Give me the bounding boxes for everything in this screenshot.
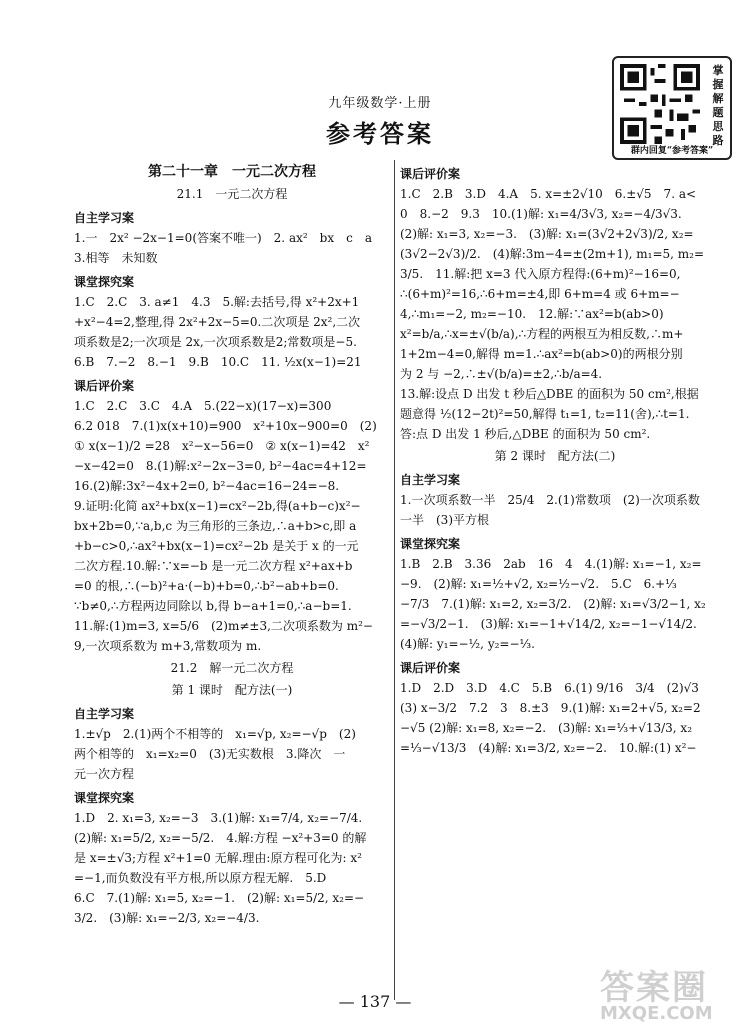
answer-line: 1+2m−4=0,解得 m=1.∴ax²=b(ab>0)的两根分别 — [400, 347, 683, 361]
answer-line: ∴(6+m)²=16,∴6+m=±4,即 6+m=4 或 6+m=− — [400, 287, 680, 301]
subsection-heading: 课堂探究案 — [74, 275, 135, 289]
answer-line: (2)解: x₁=5/2, x₂=−5/2. 4.解:方程 −x²+3=0 的解 — [74, 831, 367, 845]
answer-line: 一半 (3)平方根 — [400, 513, 489, 527]
answer-line: bx+2b=0,∵a,b,c 为三角形的三条边,∴a+b>c,即 a — [74, 519, 357, 533]
answer-line: +b−c>0,∴ax²+bx(x−1)=cx²−2b 是关于 x 的一元 — [74, 539, 359, 553]
page-number: — 137 — — [338, 992, 412, 1011]
answer-line: x²=b/a,∴x=±√(b/a),∴方程的两根互为相反数,∴m+ — [400, 327, 684, 341]
answer-line: 元一次方程 — [74, 767, 135, 781]
answer-line: 3/2. (3)解: x₁=−2/3, x₂=−4/3. — [74, 911, 260, 925]
answer-line: 为 2 与 −2,∴±√(b/a)=±2,∴b/a=4. — [400, 367, 603, 381]
answer-line: 4,∴m₁=−2, m₂=−10. 12.解:∵ax²=b(ab>0) — [400, 307, 664, 321]
subsection-heading: 课后评价案 — [74, 379, 135, 393]
answer-line: 是 x=±√3;方程 x²+1=0 无解.理由:原方程可化为: x² — [74, 851, 362, 865]
subsection-heading: 自主学习案 — [74, 211, 135, 225]
answer-line: 答:点 D 出发 1 秒后,△DBE 的面积为 50 cm². — [400, 427, 651, 441]
answer-line: 9,一次项系数为 m+3,常数项为 m. — [74, 639, 262, 653]
chapter-title: 第二十一章 一元二次方程 — [148, 164, 316, 180]
answer-line: 题意得 ½(12−2t)²=50,解得 t₁=1, t₂=11(舍),∴t=1. — [400, 407, 690, 421]
answer-line: 1.B 2.B 3.36 2ab 16 4 4.(1)解: x₁=−1, x₂= — [400, 557, 702, 571]
answer-line: ∵b≠0,∴方程两边同除以 b,得 b−a+1=0,∴a−b=1. — [74, 599, 352, 613]
answer-line: 11.解:(1)m=3, x=5/6 (2)m≠±3,二次项系数为 m²− — [74, 619, 373, 633]
subsection-heading: 课堂探究案 — [74, 791, 135, 805]
answer-line: 1.±√p 2.(1)两个不相等的 x₁=√p, x₂=−√p (2) — [74, 727, 356, 741]
subsection-heading: 自主学习案 — [400, 473, 461, 487]
right-column — [400, 160, 710, 758]
answer-line: 16.(2)解:3x²−4x+2=0, b²−4ac=16−24=−8. — [74, 479, 340, 493]
answer-line: =0 的根,∴(−b)²+a·(−b)+b=0,∴b²−ab+b=0. — [74, 579, 339, 593]
answer-line: =−√3/2−1. (3)解: x₁=−1+√14/2, x₂=−1−√14/2. — [400, 617, 697, 631]
answer-line: −9. (2)解: x₁=½+√2, x₂=½−√2. 5.C 6.+⅓ — [400, 577, 677, 591]
answer-line: =⅓−√13/3 (4)解: x₁=3/2, x₂=−2. 10.解:(1) x²− — [400, 741, 697, 755]
answer-line: 3/5. 11.解:把 x=3 代入原方程得:(6+m)²−16=0, — [400, 267, 681, 281]
answer-line: 两个相等的 x₁=x₂=0 (3)无实数根 3.降次 一 — [74, 747, 346, 761]
answer-line: 0 8.−2 9.3 10.(1)解: x₁=4/3√3, x₂=−4/3√3. — [400, 207, 682, 221]
answer-line: 6.B 7.−2 8.−1 9.B 10.C 11. ½x(x−1)=21 — [74, 355, 362, 369]
answer-line: −x−42=0 8.(1)解:x²−2x−3=0, b²−4ac=4+12= — [74, 459, 367, 473]
watermark-url: MXQE.COM — [600, 1003, 713, 1024]
answer-line: (3√2−2√3)/2. (4)解:3m−4=±(2m+1), m₁=5, m₂= — [400, 247, 705, 261]
answer-line: 6.2 018 7.(1)x(x+10)=900 x²+10x−900=0 (2) — [74, 419, 377, 433]
book-subtitle: 九年级数学·上册 — [328, 96, 432, 111]
answer-line: (3) x−3/2 7.2 3 8.±3 9.(1)解: x₁=2+√5, x₂=2 — [400, 701, 701, 715]
watermark-text: 答案圈 — [600, 968, 708, 1008]
answer-line: 9.证明:化简 ax²+bx(x−1)=cx²−2b,得(a+b−c)x²− — [74, 499, 361, 513]
column-divider — [394, 160, 395, 1000]
answer-line: 6.C 7.(1)解: x₁=5, x₂=−1. (2)解: x₁=5/2, x₂=− — [74, 891, 365, 905]
answer-line: 1.一次项系数一半 25/4 2.(1)常数项 (2)一次项系数 — [400, 493, 700, 507]
answer-line: =−1,而负数没有平方根,所以原方程无解. 5.D — [74, 871, 327, 885]
answer-line: 1.一 2x² −2x−1=0(答案不唯一) 2. ax² bx c a — [74, 231, 372, 245]
lesson-title: 第 1 课时 配方法(一) — [171, 683, 293, 697]
qr-code-box — [612, 56, 732, 160]
answer-line: −√5 (2)解: x₁=8, x₂=−2. (3)解: x₁=⅓+√13/3, x₂ — [400, 721, 693, 735]
qr-side-text: 掌 握 解 题 思 路 — [712, 64, 724, 147]
page-title: 参考答案 — [326, 119, 434, 148]
qr-code-icon — [620, 64, 700, 144]
answer-line: (4)解: y₁=−½, y₂=−⅓. — [400, 637, 535, 651]
watermark-logo — [600, 960, 740, 1030]
answer-line: 1.D 2.D 3.D 4.C 5.B 6.(1) 9/16 3/4 (2)√3 — [400, 681, 699, 695]
answer-line: (2)解: x₁=3, x₂=−3. (3)解: x₁=(3√2+2√3)/2, x₂= — [400, 227, 694, 241]
subsection-heading: 课后评价案 — [400, 167, 461, 181]
answer-line: ① x(x−1)/2 =28 x²−x−56=0 ② x(x−1)=42 x² — [74, 439, 370, 453]
answer-line: 项系数是2;一次项是 2x,一次项系数是2;常数项是−5. — [74, 335, 357, 349]
subsection-heading: 课后评价案 — [400, 661, 461, 675]
answer-line: +x²−4=2,整理,得 2x²+2x−5=0.二次项是 2x²,二次 — [74, 315, 361, 329]
answer-line: 13.解:设点 D 出发 t 秒后△DBE 的面积为 50 cm²,根据 — [400, 387, 699, 401]
answer-line: 1.C 2.C 3.C 4.A 5.(22−x)(17−x)=300 — [74, 399, 332, 413]
answer-line: 二次方程.10.解:∵x=−b 是一元二次方程 x²+ax+b — [74, 559, 353, 573]
answer-line: 1.D 2. x₁=3, x₂=−3 3.(1)解: x₁=7/4, x₂=−7/4. — [74, 811, 363, 825]
lesson-title: 第 2 课时 配方法(二) — [494, 449, 616, 463]
section-title: 21.1 一元二次方程 — [176, 187, 288, 201]
subsection-heading: 课堂探究案 — [400, 537, 461, 551]
answer-line: 1.C 2.B 3.D 4.A 5. x=±2√10 6.±√5 7. a< — [400, 187, 697, 201]
answer-line: 3.相等 未知数 — [74, 251, 158, 265]
answer-line: 1.C 2.C 3. a≠1 4.3 5.解:去括号,得 x²+2x+1 — [74, 295, 360, 309]
section-title: 21.2 解一元二次方程 — [170, 661, 294, 675]
qr-caption: 群内回复“参考答案” — [630, 146, 714, 156]
subsection-heading: 自主学习案 — [74, 707, 135, 721]
left-column — [74, 160, 390, 928]
answer-line: −7/3 7.(1)解: x₁=2, x₂=3/2. (2)解: x₁=√3/2−1, x₂ — [400, 597, 706, 611]
